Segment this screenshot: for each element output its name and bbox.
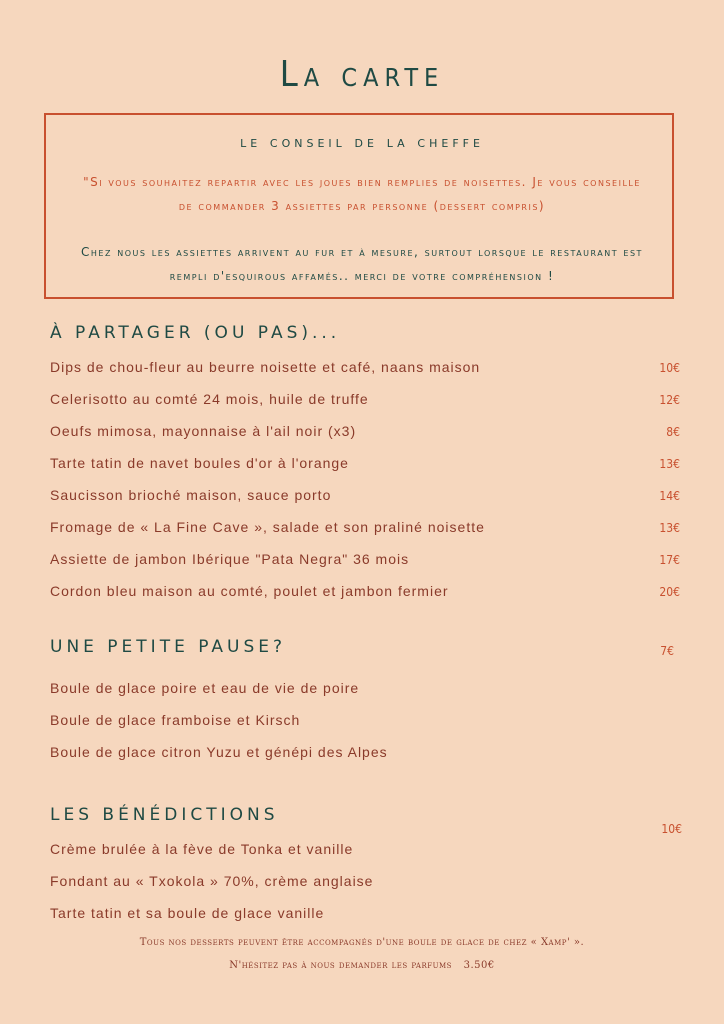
menu-item-price: 10€	[659, 361, 680, 375]
menu-item: Dips de chou-fleur au beurre noisette et café, naans maison	[50, 359, 481, 375]
menu-item-price: 20€	[659, 585, 680, 599]
menu-item-price: 14€	[659, 489, 680, 503]
footer-price: 3.50€	[463, 960, 495, 971]
page-title: La carte	[279, 54, 445, 95]
menu-item: Tarte tatin de navet boules d'or à l'orange	[50, 455, 349, 471]
menu-item-price: 17€	[659, 553, 680, 567]
menu-item: Crème brulée à la fève de Tonka et vanille	[50, 841, 354, 857]
conseil-line-2: de commander 3 assiettes par personne (dessert compris)	[178, 199, 546, 213]
menu-item-price: 8€	[666, 425, 680, 439]
menu-item: Cordon bleu maison au comté, poulet et jambon fermier	[50, 583, 449, 599]
section-heading-pause: UNE PETITE PAUSE?	[50, 637, 287, 657]
menu-item: Boule de glace citron Yuzu et génépi des Alpes	[50, 744, 388, 760]
menu-item: Boule de glace framboise et Kirsch	[50, 712, 301, 728]
section-heading-benedictions: LES BÉNÉDICTIONS	[50, 805, 279, 825]
benedictions-price: 10€	[661, 822, 682, 836]
conseil-note	[50, 240, 674, 288]
conseil-quote	[50, 170, 674, 218]
menu-item: Saucisson brioché maison, sauce porto	[50, 487, 332, 503]
menu-item: Tarte tatin et sa boule de glace vanille	[50, 905, 325, 921]
footer-note-text: N'hésitez pas à nous demander les parfums	[229, 960, 452, 971]
menu-item: Fromage de « La Fine Cave », salade et son praliné noisette	[50, 519, 485, 535]
menu-item-price: 12€	[659, 393, 680, 407]
menu-item: Celerisotto au comté 24 mois, huile de truffe	[50, 391, 369, 407]
footer-note-2	[0, 960, 724, 971]
footer-note-1: Tous nos desserts peuvent être accompagnés d'une boule de glace de chez « Xamp' ».	[139, 937, 585, 948]
menu-item-price: 13€	[659, 457, 680, 471]
menu-item: Assiette de jambon Ibérique "Pata Negra" 36 mois	[50, 551, 410, 567]
conseil-heading: le conseil de la cheffe	[240, 133, 484, 151]
menu-item: Boule de glace poire et eau de vie de poire	[50, 680, 360, 696]
conseil-line-1: "Si vous souhaitez repartir avec les joues bien remplies de noisettes. Je vous conseille	[83, 175, 641, 189]
menu-item: Oeufs mimosa, mayonnaise à l'ail noir (x3)	[50, 423, 357, 439]
section-heading-partager: À PARTAGER (OU PAS)...	[50, 323, 341, 343]
pause-price: 7€	[660, 644, 674, 658]
conseil-line-4: rempli d'esquirous affamés.. merci de votre compréhension !	[169, 269, 555, 283]
menu-item-price: 13€	[659, 521, 680, 535]
menu-item: Fondant au « Txokola » 70%, crème anglaise	[50, 873, 374, 889]
conseil-line-3: Chez nous les assiettes arrivent au fur et à mesure, surtout lorsque le restaurant est	[81, 245, 643, 259]
